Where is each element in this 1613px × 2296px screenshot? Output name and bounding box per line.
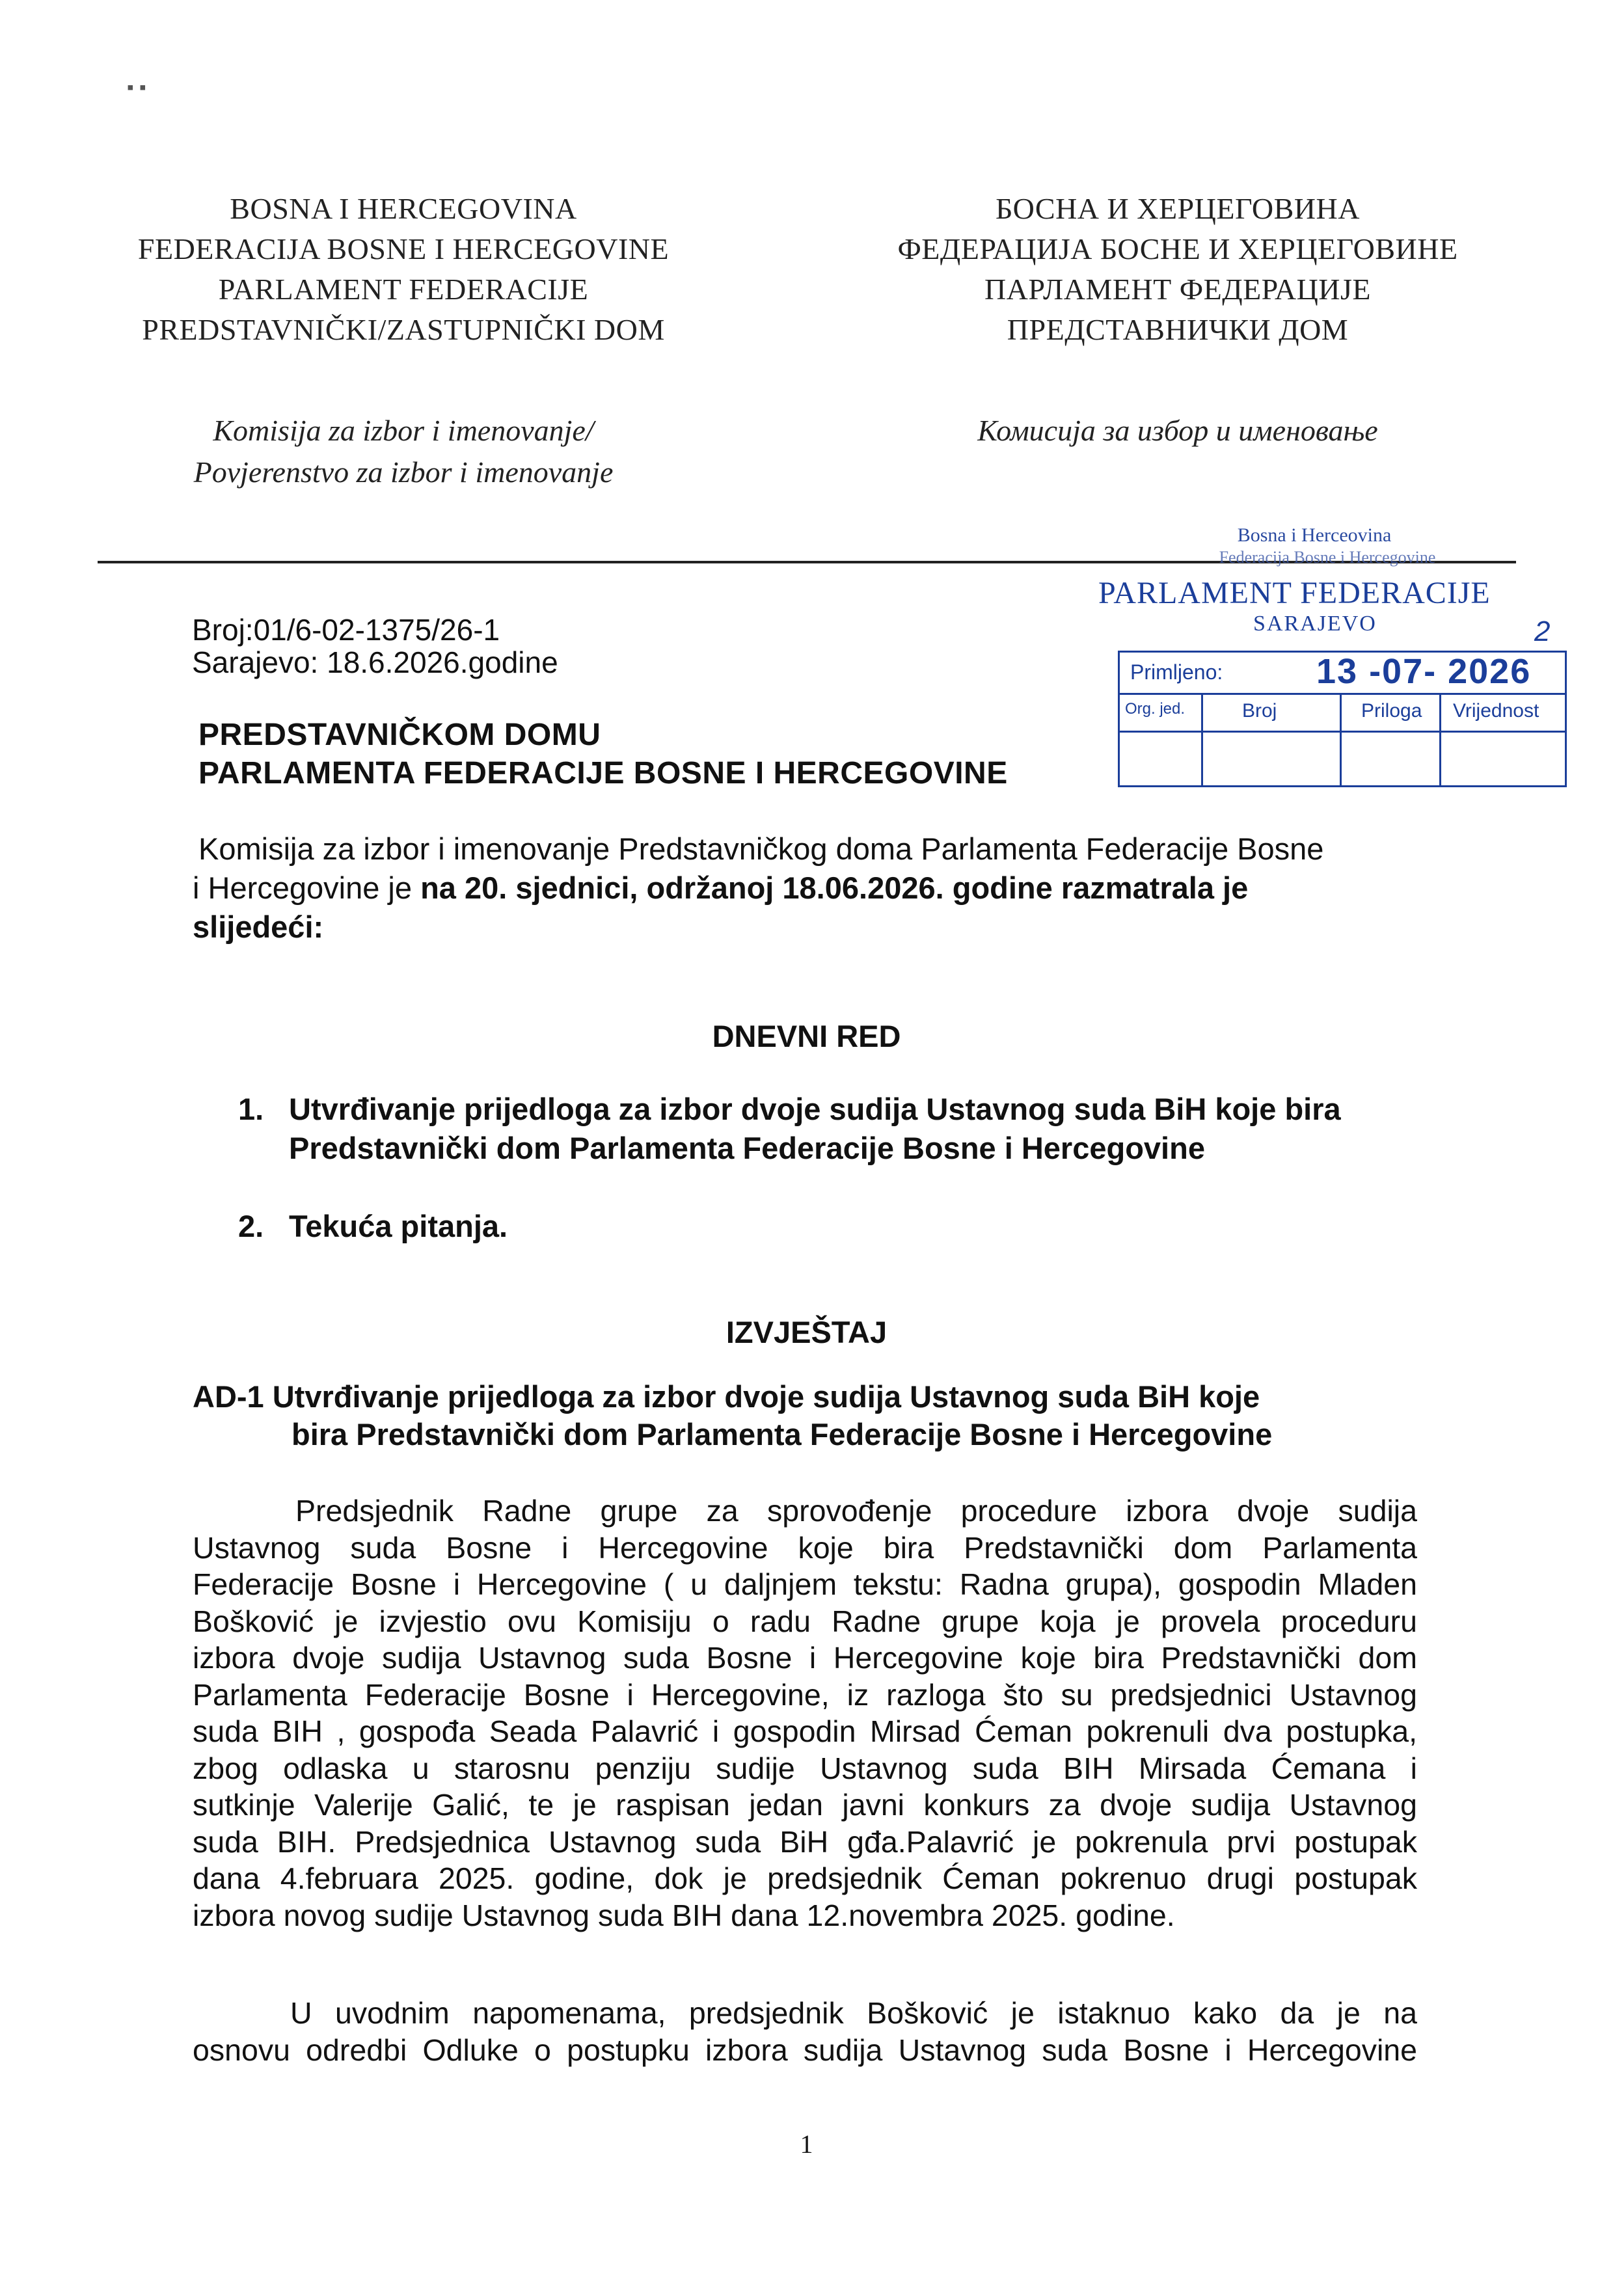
paragraph-line: Federacije Bosne i Hercegovine ( u daljnjem tekstu: Radna grupa), gospodin Mladen bbox=[193, 1567, 1417, 1601]
paragraph-line: suda BIH. Predsjednica Ustavnog suda BiH gđa.Palavrić je pokrenula prvi postupak bbox=[193, 1824, 1417, 1859]
stamp-col-priloga: Priloga bbox=[1361, 700, 1422, 722]
report-paragraph-2 bbox=[193, 1995, 1417, 2068]
committee-name-line: Комисија за избор и именовање bbox=[977, 414, 1378, 447]
paragraph-line: Predsjednik Radne grupe za sprovođenje procedure izbora dvoje sudija bbox=[295, 1494, 1417, 1528]
addressee-line: PARLAMENTA FEDERACIJE BOSNE I HERCEGOVINE bbox=[198, 756, 1008, 790]
page-number: 1 bbox=[800, 2129, 813, 2159]
agenda-item-text: Utvrđivanje prijedloga za izbor dvoje sudija Ustavnog suda BiH koje bira bbox=[289, 1092, 1341, 1126]
stamp-cell-vrijednost bbox=[1441, 695, 1565, 785]
paragraph-line: suda BIH , gospođa Seada Palavrić i gospodin Mirsad Ćeman pokrenuli dva postupka, bbox=[193, 1714, 1417, 1748]
report-item-title: bira Predstavnički dom Parlamenta Federacije Bosne i Hercegovine bbox=[291, 1417, 1273, 1452]
received-label: Primljeno: bbox=[1130, 660, 1223, 684]
header-right-line: БОСНА И ХЕРЦЕГОВИНА bbox=[996, 192, 1360, 225]
committee-name-right bbox=[859, 410, 1497, 452]
stamp-cell-priloga bbox=[1342, 695, 1441, 785]
header-left-line: BOSNA I HERCEGOVINA bbox=[230, 192, 577, 225]
stamp-col-broj: Broj bbox=[1242, 700, 1277, 722]
agenda-item-text: Tekuća pitanja. bbox=[289, 1209, 508, 1243]
stamp-city: SARAJEVO bbox=[1253, 612, 1377, 636]
intro-line: slijedeći: bbox=[193, 910, 324, 944]
document-number: Broj:01/6-02-1375/26-1 bbox=[192, 613, 500, 647]
paragraph-line: Bošković je izvjestio ovu Komisiju o radu Radne grupe koja je provela proceduru bbox=[193, 1604, 1417, 1638]
stamp-col-vrijednost: Vrijednost bbox=[1453, 700, 1539, 722]
stamp-line-2: Federacija Bosne i Hercegovine bbox=[1219, 548, 1436, 567]
stamp-corner-mark: 2 bbox=[1534, 615, 1551, 647]
committee-name-line: Komisija za izbor i imenovanje/ bbox=[213, 414, 594, 447]
header-left bbox=[98, 189, 709, 350]
header-right-line: ПРЕДСТАВНИЧКИ ДОМ bbox=[1007, 313, 1349, 346]
received-date: 13 -07- 2026 bbox=[1316, 652, 1532, 691]
report-paragraph-1 bbox=[193, 1492, 1417, 1934]
intro-line-emphasis: na 20. sjednici, održanoj 18.06.2026. godine razmatrala je bbox=[420, 871, 1249, 905]
stamp-title: PARLAMENT FEDERACIJE bbox=[1098, 576, 1491, 610]
report-item-title: AD-1 Utvrđivanje prijedloga za izbor dvoje sudija Ustavnog suda BiH koje bbox=[193, 1379, 1260, 1414]
stamp-col-org: Org. jed. bbox=[1125, 700, 1186, 718]
header-left-line: FEDERACIJA BOSNE I HERCEGOVINE bbox=[137, 232, 670, 265]
header-left-line: PARLAMENT FEDERACIJE bbox=[218, 273, 589, 306]
agenda-item-1 bbox=[238, 1090, 1487, 1174]
report-heading: IZVJEŠTAJ bbox=[725, 1315, 888, 1349]
committee-name-line: Povjerenstvo za izbor i imenovanje bbox=[193, 455, 614, 489]
stamp-line-1: Bosna i Herceovina bbox=[1237, 524, 1392, 546]
intro-line-2 bbox=[193, 869, 1248, 908]
committee-name-left bbox=[98, 410, 709, 493]
paragraph-line: osnovu odredbi Odluke o postupku izbora sudija Ustavnog suda Bosne i Hercegovine bbox=[193, 2033, 1417, 2067]
intro-line-part: i Hercegovine je bbox=[193, 871, 421, 905]
header-right bbox=[859, 189, 1497, 350]
paragraph-line: Ustavnog suda Bosne i Hercegovine koje bira Predstavnički dom Parlamenta bbox=[193, 1530, 1417, 1565]
header-left-line: PREDSTAVNIČKI/ZASTUPNIČKI DOM bbox=[142, 313, 665, 346]
received-stamp-box bbox=[1118, 651, 1567, 787]
scan-mark: ▪ ▪ bbox=[127, 77, 146, 98]
paragraph-line: dana 4.februara 2025. godine, dok je predsjednik Ćeman pokrenuo drugi postupak bbox=[193, 1861, 1417, 1895]
paragraph-line: zbog odlaska u starosnu penziju sudije Ustavnog suda BIH Mirsada Ćemana i bbox=[193, 1751, 1417, 1785]
paragraph-line: izbora novog sudije Ustavnog suda BIH dana 12.novembra 2025. godine. bbox=[193, 1898, 1175, 1932]
paragraph-line: U uvodnim napomenama, predsjednik Bošković je istaknuo kako da je na bbox=[290, 1996, 1417, 2030]
addressee-line: PREDSTAVNIČKOM DOMU bbox=[198, 718, 601, 752]
document-place-date: Sarajevo: 18.6.2026.godine bbox=[192, 645, 558, 679]
agenda-heading: DNEVNI RED bbox=[712, 1019, 901, 1053]
paragraph-line: izbora dvoje sudija Ustavnog suda Bosne i Hercegovine koje bira Predstavnički dom bbox=[193, 1641, 1417, 1675]
agenda-item-2 bbox=[238, 1207, 1487, 1246]
stamp-cell-org bbox=[1120, 695, 1203, 785]
agenda-item-number: 2. bbox=[238, 1209, 264, 1243]
agenda-item-number: 1. bbox=[238, 1092, 264, 1126]
paragraph-line: sutkinje Valerije Galić, te je raspisan jedan javni konkurs za dvoje sudija Ustavnog bbox=[193, 1788, 1417, 1822]
intro-line: Komisija za izbor i imenovanje Predstavničkog doma Parlamenta Federacije Bosne bbox=[198, 831, 1324, 866]
header-right-line: ФЕДЕРАЦИЈА БОСНЕ И ХЕРЦЕГОВИНЕ bbox=[897, 232, 1458, 265]
agenda-item-text: Predstavnički dom Parlamenta Federacije Bosne i Hercegovine bbox=[289, 1131, 1205, 1165]
stamp-cell-broj bbox=[1203, 695, 1342, 785]
paragraph-line: Parlamenta Federacije Bosne i Hercegovine, iz razloga što su predsjednici Ustavnog bbox=[193, 1677, 1417, 1712]
header-right-line: ПАРЛАМЕНТ ФЕДЕРАЦИЈЕ bbox=[984, 273, 1372, 306]
